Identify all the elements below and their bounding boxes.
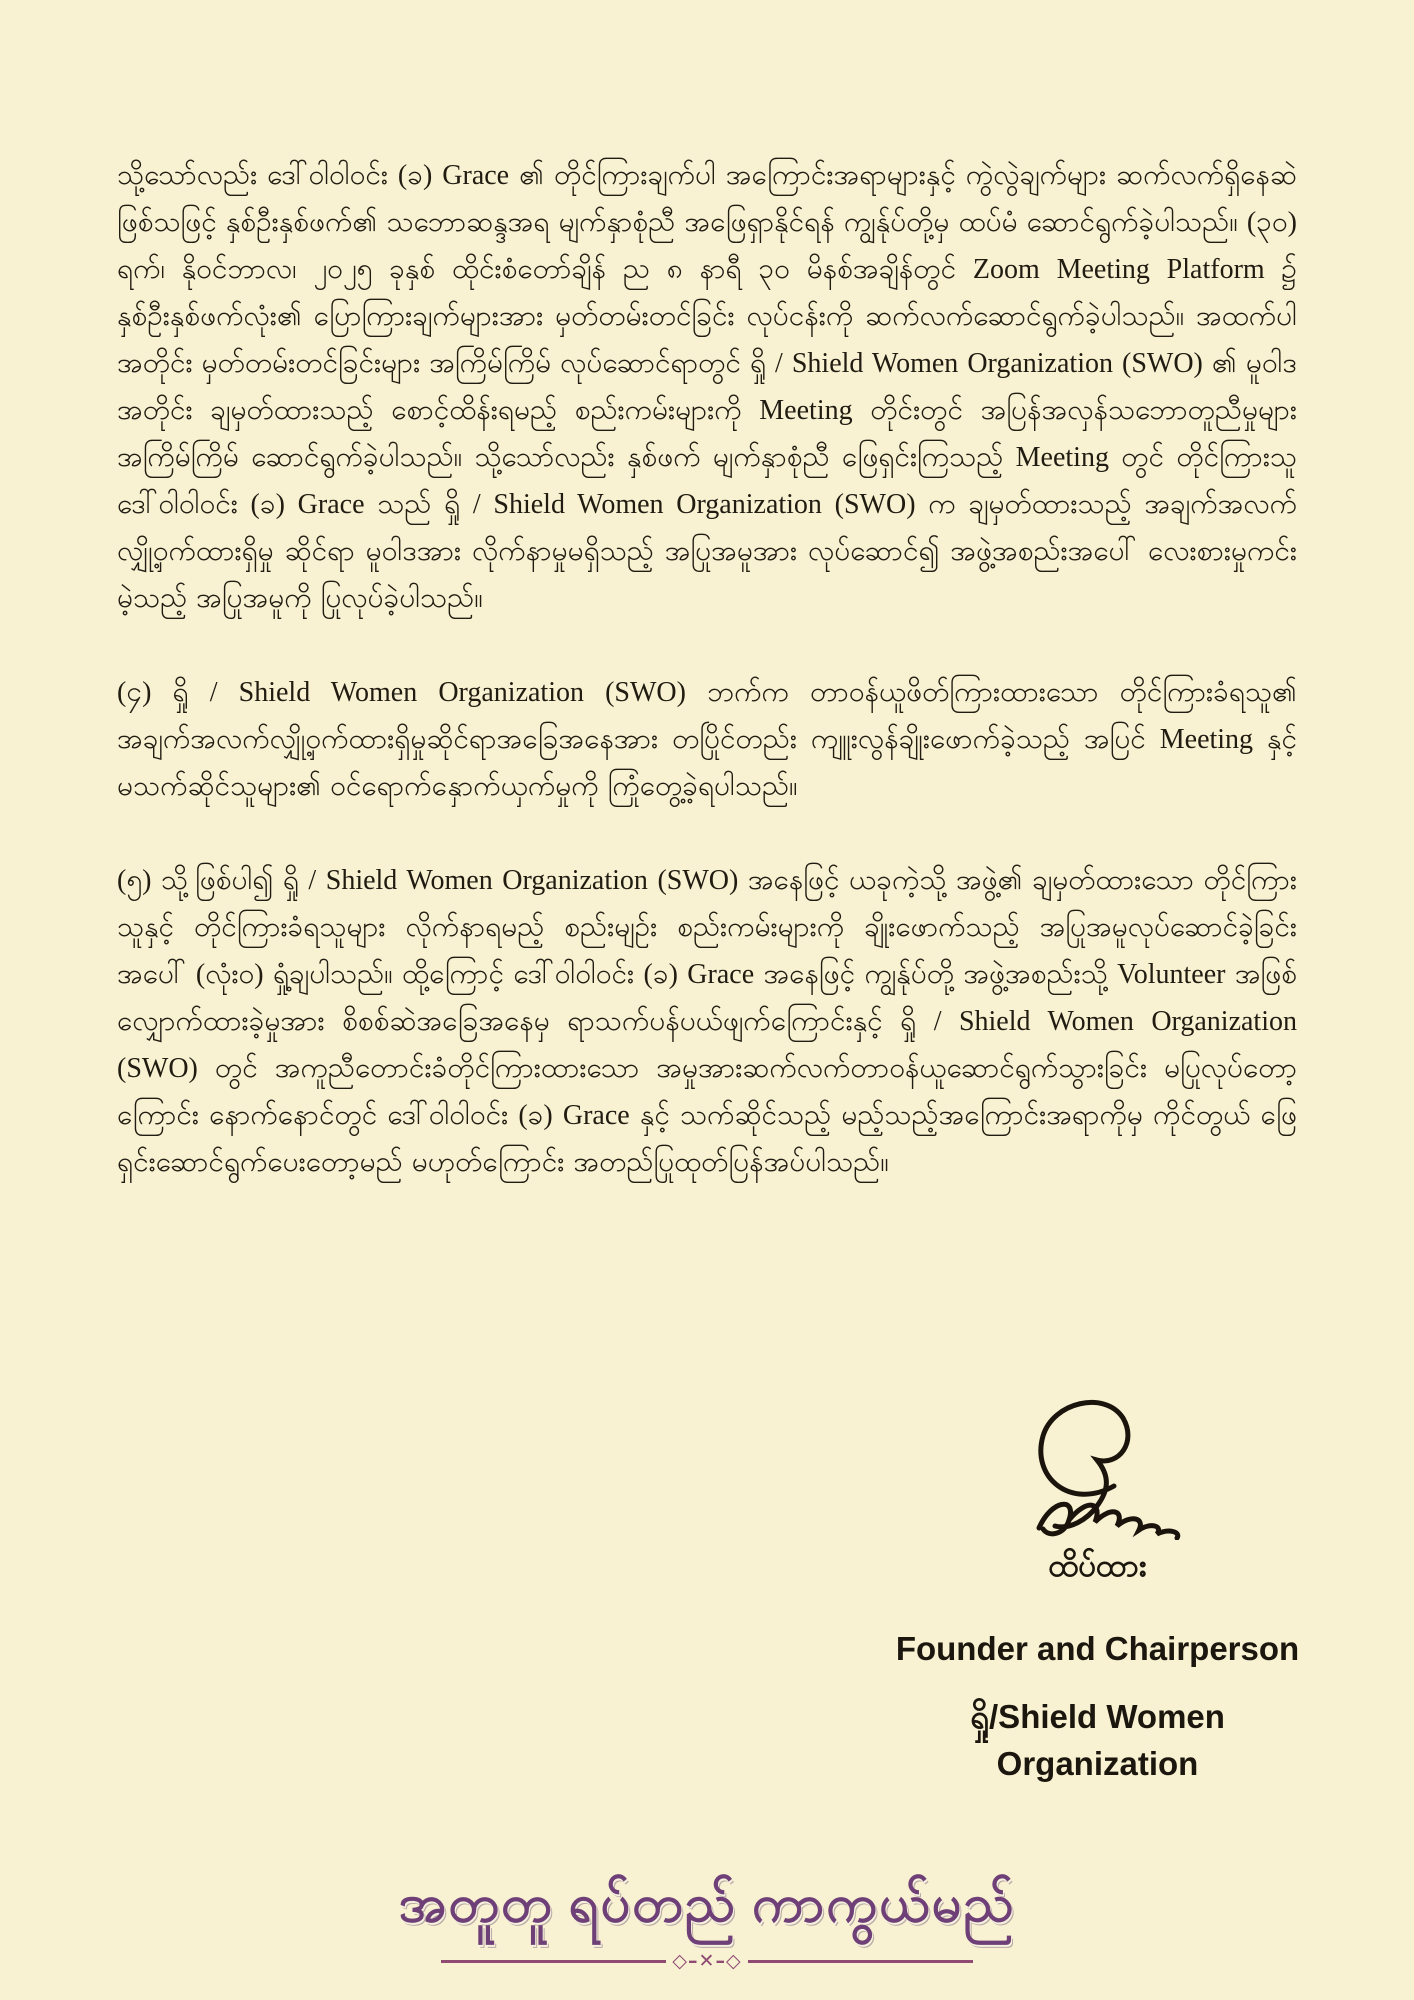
document-body bbox=[117, 152, 1297, 1233]
divider-line-left bbox=[441, 1960, 666, 1963]
divider-ornament-icon: ◇–✕–◇ bbox=[672, 1950, 742, 1973]
ornamental-divider bbox=[441, 1952, 973, 1971]
handwritten-signature bbox=[993, 1388, 1203, 1540]
page-footer bbox=[0, 1874, 1414, 1971]
footer-slogan: အတူတူ ရပ်တည် ကာကွယ်မည် bbox=[398, 1876, 1016, 1933]
stamp-label: ထိပ်ထား bbox=[1048, 1548, 1147, 1583]
divider-line-right bbox=[748, 1960, 973, 1963]
signer-organization: ရှို/Shield Women Organization bbox=[970, 1698, 1225, 1782]
signature-block bbox=[875, 1388, 1320, 1783]
paragraph-5: (၅) သို့ဖြစ်ပါ၍ ရှို / Shield Women Organization (SWO) အနေဖြင့် ယခုကဲ့သို့ အဖွဲ့၏ ချမှတ်ထားသော တိုင်ကြားသူနှင့် တိုင်ကြားခံရသူများ လိုက်နာရမည့် စည်းမျဉ်း စည်းကမ်းများကို ချိုးဖောက်သည့် အပြုအမူလုပ်ဆောင်ခဲ့ခြင်းအပေါ် (လုံးဝ) ရှုံ့ချပါသည်။ ထို့ကြောင့် ဒေါ်ဝါဝါဝင်း (ခ) Grace အနေဖြင့် ကျွန်ုပ်တို့ အဖွဲ့အစည်းသို့ Volunteer အဖြစ် လျှောက်ထားခဲ့မှုအား စိစစ်ဆဲအခြေအနေမှ ရာသက်ပန်ပယ်ဖျက်ကြောင်းနှင့် ရှို / Shield Women Organization (SWO) တွင် အကူညီတောင်းခံတိုင်ကြားထားသော အမှုအားဆက်လက်တာဝန်ယူဆောင်ရွက်သွားခြင်း မပြုလုပ်တော့ကြောင်း နောက်နောင်တွင် ဒေါ်ဝါဝါဝင်း (ခ) Grace နှင့် သက်ဆိုင်သည့် မည့်သည့်အကြောင်းအရာကိုမှ ကိုင်တွယ် ဖြေရှင်းဆောင်ရွက်ပေးတော့မည် မဟုတ်ကြောင်း အတည်ပြုထုတ်ပြန်အပ်ပါသည်။ bbox=[117, 865, 1297, 1178]
signer-role: Founder and Chairperson bbox=[895, 1630, 1300, 1667]
paragraph-continuation: သို့သော်လည်း ဒေါ်ဝါဝါဝင်း (ခ) Grace ၏ တိုင်ကြားချက်ပါ အကြောင်းအရာများနှင့် ကွဲလွဲချက်များ ဆက်လက်ရှိနေဆဲဖြစ်သဖြင့် နှစ်ဦးနှစ်ဖက်၏ သဘောဆန္ဒအရ မျက်နှာစုံညီ အဖြေရှာနိုင်ရန် ကျွန်ုပ်တို့မှ ထပ်မံ ဆောင်ရွက်ခဲ့ပါသည်။ (၃၀) ရက်၊ နိုဝင်ဘာလ၊ ၂၀၂၅ ခုနှစ် ထိုင်းစံတော်ချိန် ည ၈ နာရီ ၃၀ မိနစ်အချိန်တွင် Zoom Meeting Platform ၌ နှစ်ဦးနှစ်ဖက်လုံး၏ ပြောကြားချက်များအား မှတ်တမ်းတင်ခြင်း လုပ်ငန်းကို ဆက်လက်ဆောင်ရွက်ခဲ့ပါသည်။ အထက်ပါအတိုင်း မှတ်တမ်းတင်ခြင်းများ အကြိမ်ကြိမ် လုပ်ဆောင်ရာတွင် ရှို / Shield Women Organization (SWO) ၏ မူဝါဒအတိုင်း ချမှတ်ထားသည့် စောင့်ထိန်းရမည့် စည်းကမ်းများကို Meeting တိုင်းတွင် အပြန်အလှန်သဘောတူညီမှုများ အကြိမ်ကြိမ် ဆောင်ရွက်ခဲ့ပါသည်။ သို့သော်လည်း နှစ်ဖက် မျက်နှာစုံညီ ဖြေရှင်းကြသည့် Meeting တွင် တိုင်ကြားသူ ဒေါ်ဝါဝါဝင်း (ခ) Grace သည် ရှို / Shield Women Organization (SWO) က ချမှတ်ထားသည့် အချက်အလက်လျှို့ဝှက်ထားရှိမှု ဆိုင်ရာ မူဝါဒအား လိုက်နာမှုမရှိသည့် အပြုအမူအား လုပ်ဆောင်၍ အဖွဲ့အစည်းအပေါ် လေးစားမှုကင်းမဲ့သည့် အပြုအမူကို ပြုလုပ်ခဲ့ပါသည်။ bbox=[117, 160, 1298, 614]
paragraph-4: (၄) ရှို / Shield Women Organization (SWO) ဘက်က တာဝန်ယူဖိတ်ကြားထားသော တိုင်ကြားခံရသူ၏ အချက်အလက်လျှို့ဝှက်ထားရှိမှုဆိုင်ရာအခြေအနေအား တပြိုင်တည်း ကျူးလွန်ချိုးဖောက်ခဲ့သည့် အပြင် Meeting နှင့် မသက်ဆိုင်သူများ၏ ဝင်ရောက်နှောက်ယှက်မှုကို ကြုံတွေ့ခဲ့ရပါသည်။ bbox=[117, 677, 1297, 802]
